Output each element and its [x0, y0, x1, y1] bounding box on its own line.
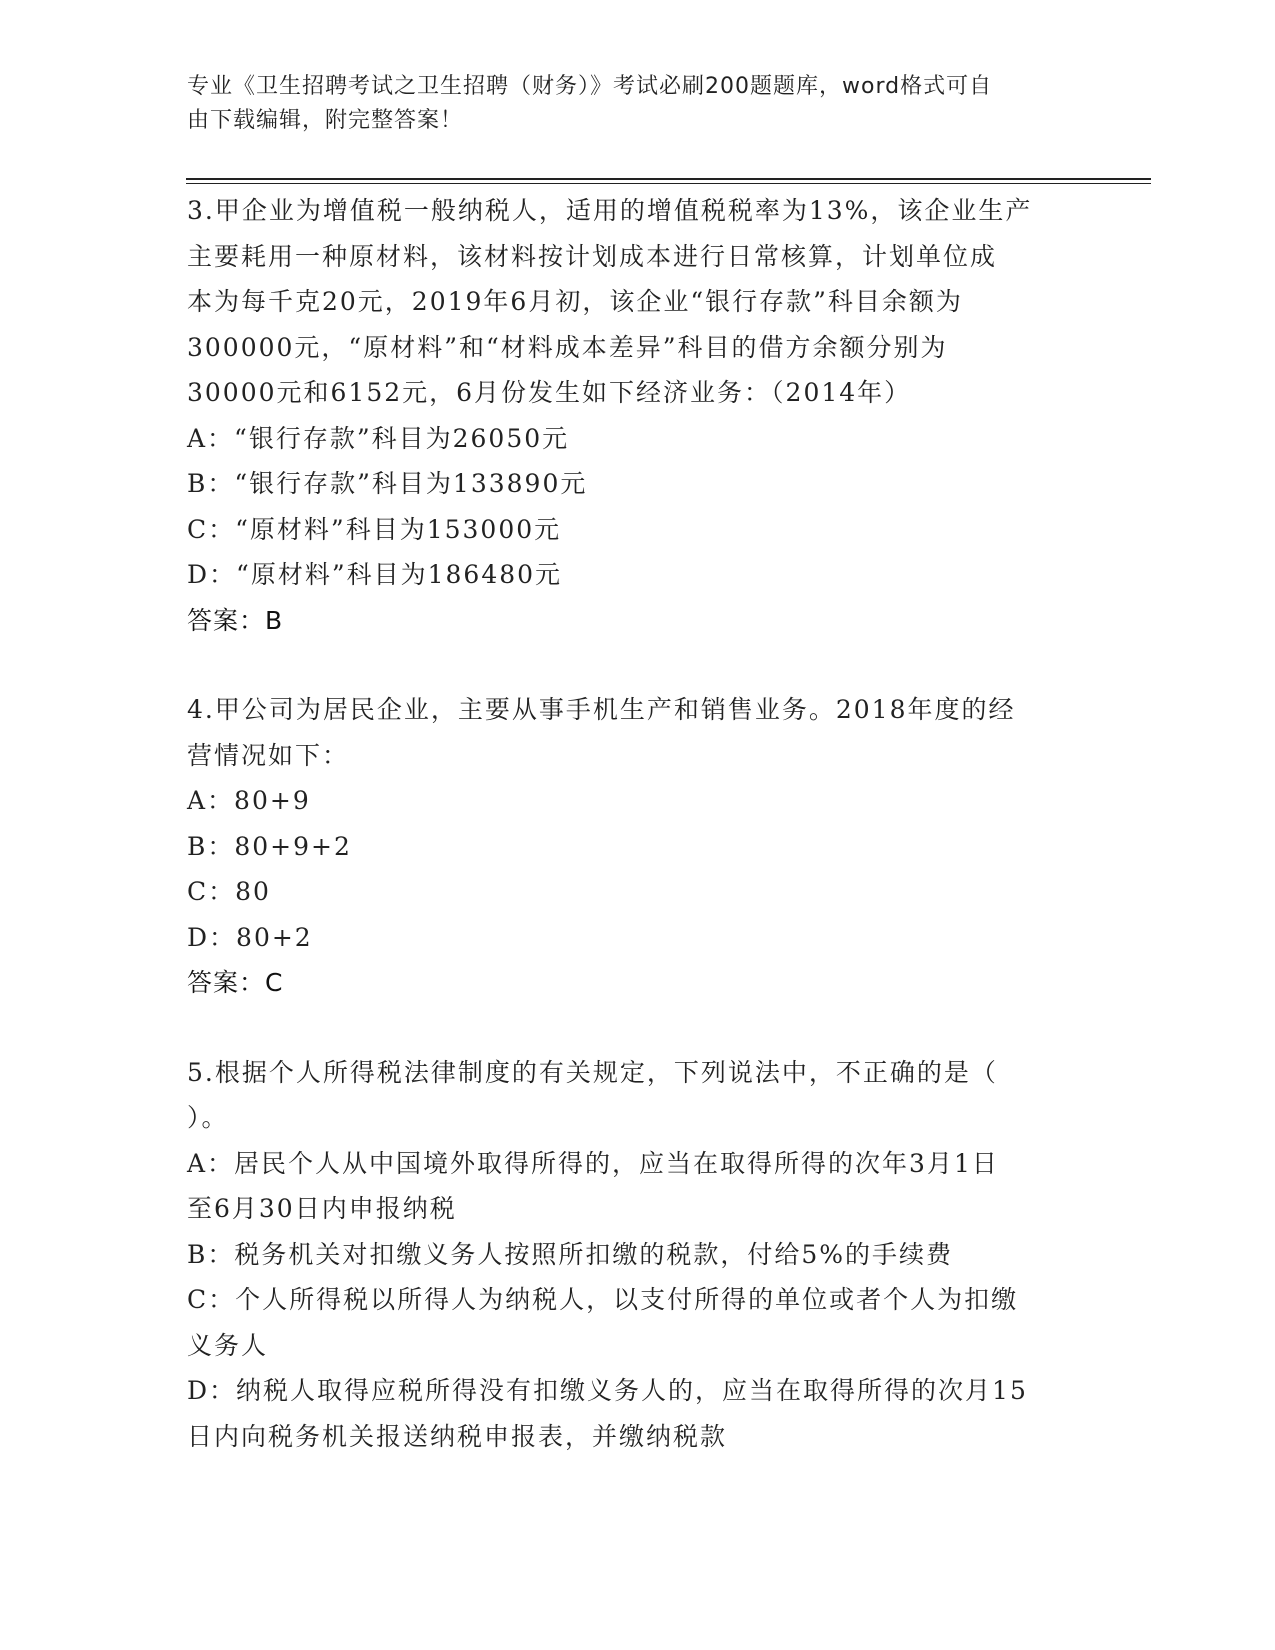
- option-line: 义务人: [187, 1330, 269, 1360]
- option-line: A：“银行存款”科目为26050元: [187, 423, 570, 453]
- option-line: C：个人所得税以所得人为纳税人，以支付所得的单位或者个人为扣缴: [187, 1285, 1019, 1314]
- question-text-line: 30000元和6152元，6月份发生如下经济业务：（2014年）: [187, 378, 912, 407]
- question-text-line: 营情况如下：: [187, 740, 350, 770]
- option-line: 日内向税务机关报送纳税申报表，并缴纳税款: [187, 1421, 728, 1451]
- option-line: C：“原材料”科目为153000元: [187, 514, 562, 544]
- question-text-line: 主要耗用一种原材料，该材料按计划成本进行日常核算，计划单位成: [187, 241, 998, 271]
- question-text-line: 300000元，“原材料”和“材料成本差异”科目的借方余额分别为: [187, 332, 948, 362]
- option-line: A：居民个人从中国境外取得所得的，应当在取得所得的次年3月1日: [187, 1148, 999, 1178]
- option-line: D：“原材料”科目为186480元: [187, 560, 563, 589]
- question-5: [187, 1050, 1087, 1460]
- question-text-line: 4.甲公司为居民企业，主要从事手机生产和销售业务。2018年度的经: [187, 695, 1016, 724]
- header-rule-thin: [186, 183, 1151, 184]
- question-4: [187, 687, 1087, 1006]
- question-3: [187, 188, 1087, 643]
- question-text-line: ）。: [187, 1103, 229, 1132]
- header-rule-thick: [186, 178, 1151, 180]
- header-line-2: 由下载编辑，附完整答案！: [187, 108, 464, 133]
- question-spacer: [187, 1006, 1087, 1050]
- question-text-line: 本为每千克20元，2019年6月初，该企业“银行存款”科目余额为: [187, 287, 963, 316]
- option-line: A：80+9: [187, 786, 311, 815]
- option-line: C：80: [187, 877, 271, 906]
- answer-label: 答案：C: [187, 968, 284, 997]
- option-line: B：“银行存款”科目为133890元: [187, 469, 588, 498]
- question-spacer: [187, 643, 1087, 687]
- question-list: [187, 188, 1087, 1459]
- answer-label: 答案：B: [187, 605, 284, 635]
- option-line: D：80+2: [187, 922, 313, 952]
- question-text-line: 3.甲企业为增值税一般纳税人，适用的增值税税率为13%，该企业生产: [187, 196, 1033, 225]
- option-line: D：纳税人取得应税所得没有扣缴义务人的，应当在取得所得的次月15: [187, 1376, 1028, 1405]
- option-line: 至6月30日内申报纳税: [187, 1194, 457, 1223]
- header-line-1: 专业《卫生招聘考试之卫生招聘（财务）》考试必刷200题题库，word格式可自: [187, 74, 993, 99]
- option-line: B：80+9+2: [187, 831, 352, 861]
- document-header: [187, 70, 1067, 138]
- option-line: B：税务机关对扣缴义务人按照所扣缴的税款，付给5%的手续费: [187, 1239, 954, 1269]
- question-text-line: 5.根据个人所得税法律制度的有关规定，下列说法中，不正确的是（: [187, 1057, 998, 1087]
